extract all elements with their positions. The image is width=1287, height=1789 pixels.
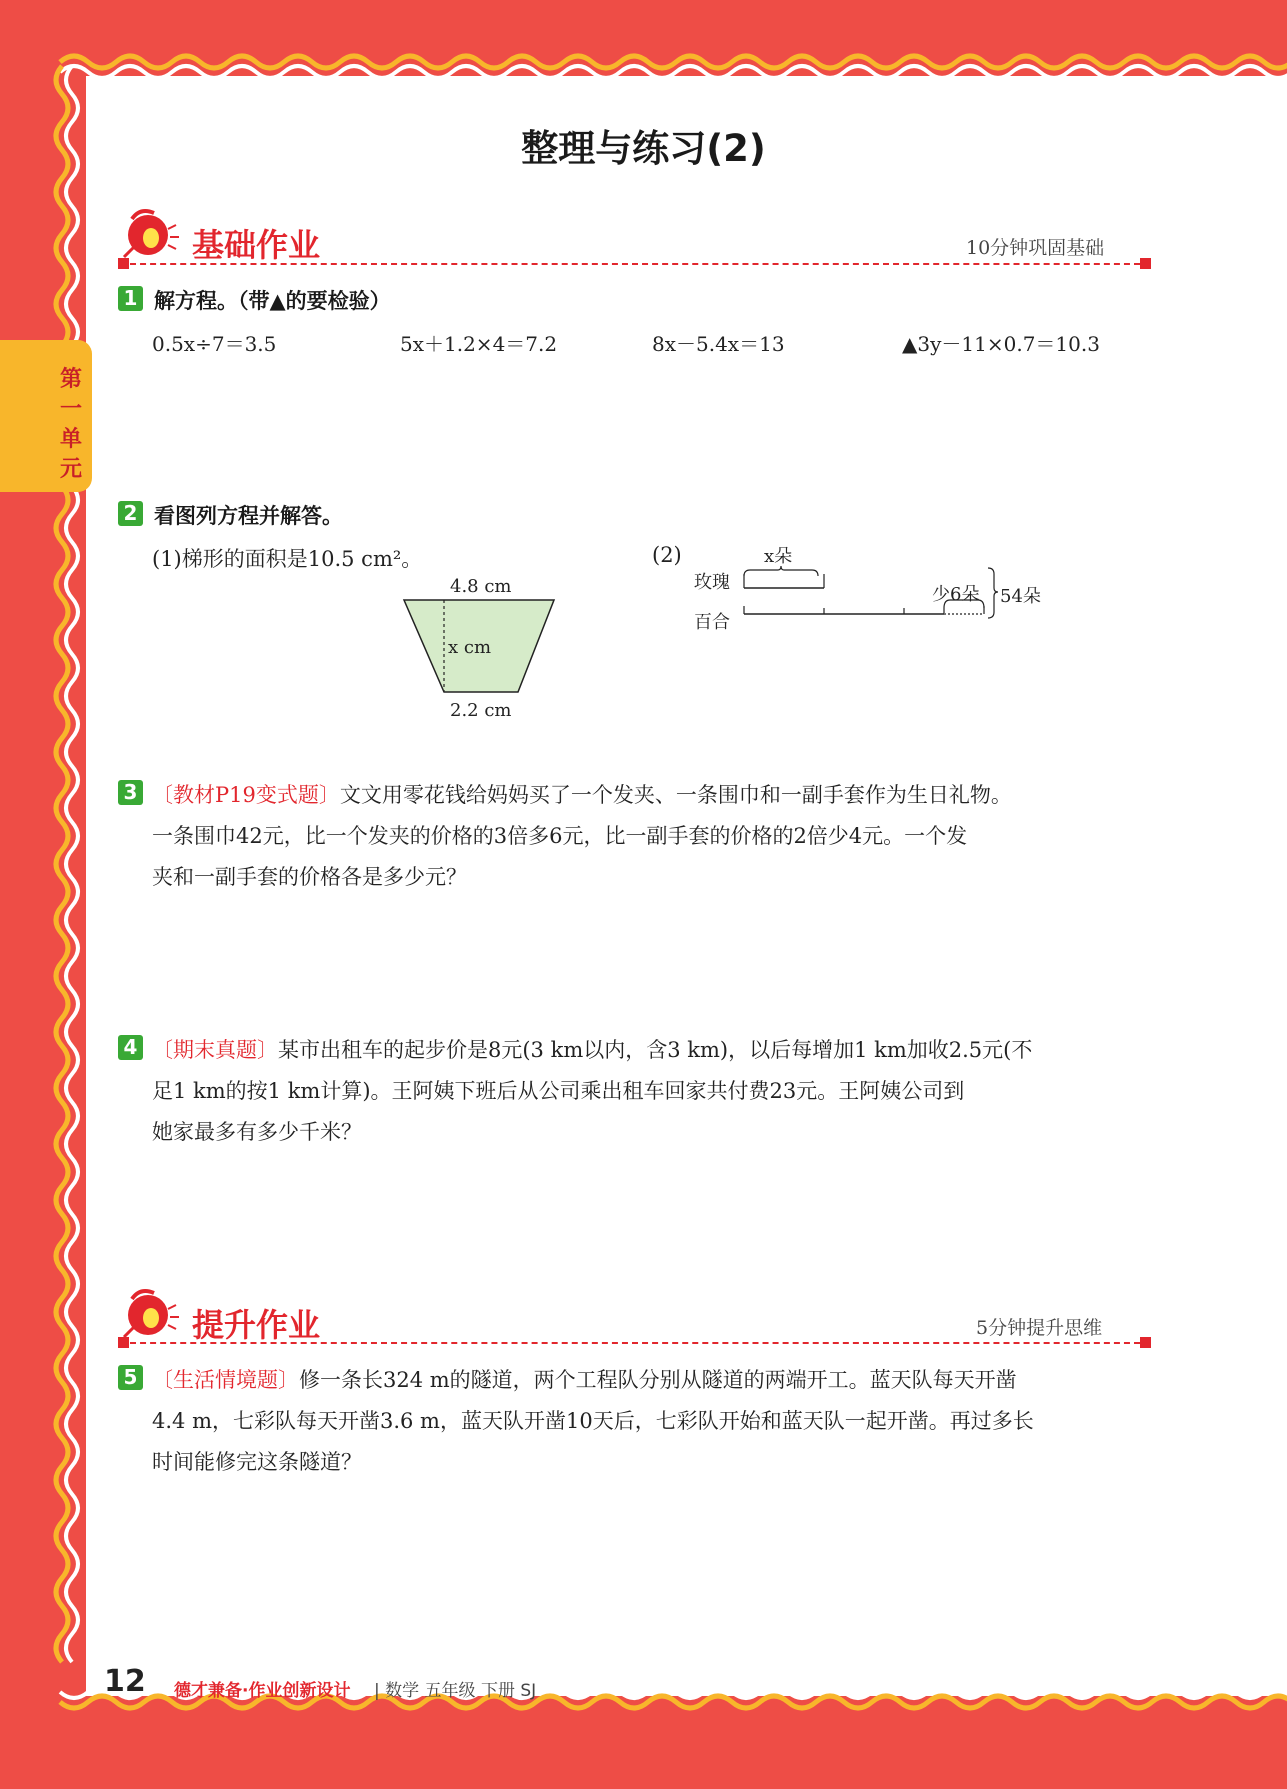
trapezoid-height-label: x cm [448,637,492,658]
trapezoid-top-label: 4.8 cm [450,576,512,597]
footer-brand: 德才兼备·作业创新设计 [174,1681,351,1701]
q5-line3: 时间能修完这条隧道？ [152,1450,362,1474]
footer-info: | 数学 五年级 下册 SJ [374,1681,537,1701]
lily-label: 百合 [694,612,730,633]
bell-mascot-icon [118,205,180,263]
section-line-start [118,258,129,269]
section-line-start [118,1337,129,1348]
trapezoid-bottom-label: 2.2 cm [450,700,512,721]
section-divider-basic [130,263,1140,265]
unit-tab [0,340,92,492]
question-number: 2 [118,501,143,526]
q2-part1-text: (1)梯形的面积是10.5 cm²。 [152,547,423,571]
line-segment-diagram [740,566,1002,626]
section-subtitle-advanced: 5分钟提升思维 [976,1317,1103,1339]
q4-text: 某市出租车的起步价是8元(3 km以内，含3 km)，以后每增加1 km加收2.5元(不 [278,1038,1033,1062]
q4-line1 [152,1034,1032,1064]
question-number: 5 [118,1365,143,1390]
q1-equation: 5x＋1.2×4＝7.2 [400,332,558,356]
q2-prompt: 看图列方程并解答。 [154,504,343,528]
section-line-end [1140,1337,1151,1348]
unit-tab-char: 第 [59,367,82,392]
q3-line3: 夹和一副手套的价格各是多少元？ [152,865,467,889]
q2-part2-label: (2) [652,543,682,567]
unit-tab-char: 元 [59,457,82,482]
q4-tag: 〔期末真题〕 [152,1038,278,1062]
rose-label: 玫瑰 [694,572,730,593]
page-title: 整理与练习(2) [521,127,766,170]
section-title-advanced: 提升作业 [192,1306,321,1344]
question-number: 4 [118,1035,143,1060]
section-divider-advanced [130,1342,1140,1344]
q5-text: 修一条长324 m的隧道，两个工程队分别从隧道的两端开工。蓝天队每天开凿 [299,1368,1017,1392]
total-54-label: 54朵 [1000,586,1041,607]
section-title-basic: 基础作业 [192,226,321,264]
q4-line3: 她家最多有多少千米？ [152,1120,362,1144]
q1-prompt: 解方程。（带▲的要检验） [154,289,391,313]
unit-tab-char: 一 [59,397,82,422]
q3-line2: 一条围巾42元，比一个发夹的价格的3倍多6元，比一副手套的价格的2倍少4元。一个发 [152,824,968,848]
q4-line2: 足1 km的按1 km计算)。王阿姨下班后从公司乘出租车回家共付费23元。王阿姨公司到 [152,1079,965,1103]
q5-line2: 4.4 m，七彩队每天开凿3.6 m，蓝天队开凿10天后，七彩队开始和蓝天队一起开凿。再过多长 [152,1409,1034,1433]
page-number: 12 [104,1664,146,1699]
question-number: 3 [118,780,143,805]
q1-equation: 0.5x÷7＝3.5 [152,332,277,356]
q3-line1 [152,779,1012,809]
q5-line1 [152,1364,1017,1394]
x-flowers-label: x朵 [764,546,793,567]
q3-tag: 〔教材P19变式题〕 [152,783,340,807]
bell-mascot-icon [118,1285,180,1343]
unit-tab-char: 单 [59,427,82,452]
q3-text: 文文用零花钱给妈妈买了一个发夹、一条围巾和一副手套作为生日礼物。 [339,783,1012,807]
section-subtitle-basic: 10分钟巩固基础 [966,237,1105,259]
q1-equation: 8x－5.4x＝13 [652,332,785,356]
q5-tag: 〔生活情境题〕 [152,1368,299,1392]
q1-equation: ▲3y－11×0.7＝10.3 [902,332,1100,356]
section-line-end [1140,258,1151,269]
less-six-label: 少6朵 [932,584,980,605]
question-number: 1 [118,286,143,311]
